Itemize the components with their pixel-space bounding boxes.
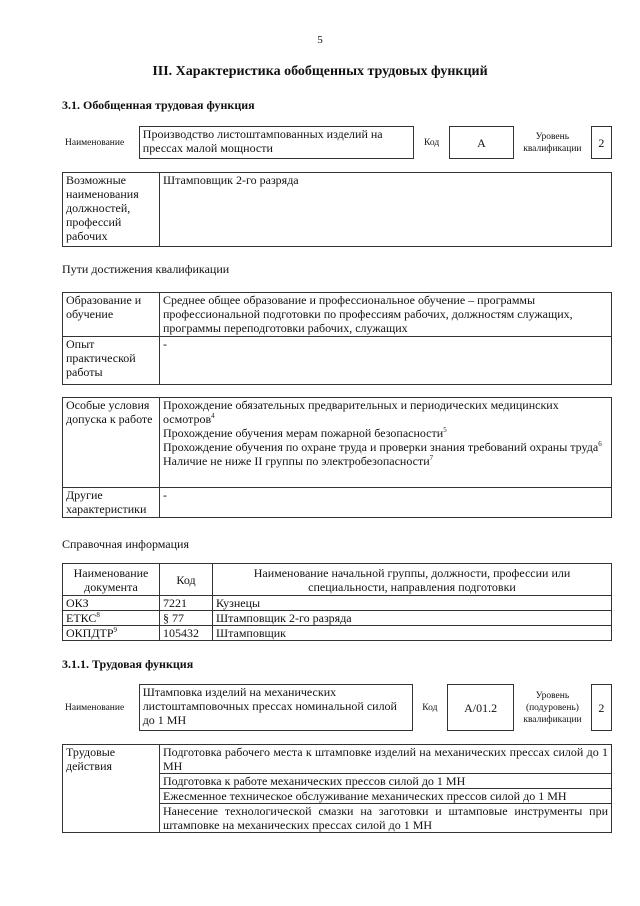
gtf-heading: 3.1. Обобщенная трудовая функция (62, 98, 255, 112)
paths-heading: Пути достижения квалификации (62, 262, 230, 276)
gtf-name-value: Производство листоштампованных изделий на прессах малой мощности (139, 127, 414, 159)
page-number: 5 (317, 34, 323, 46)
admission-label: Особые условия допуска к работе (63, 398, 160, 488)
admission-item: Прохождение обязательных предварительных и периодических медицинских осмотров$^4$ (163, 398, 559, 426)
gtf-name-label: Наименование (65, 137, 125, 148)
ref-col-doc: Наименование документа (63, 564, 160, 596)
action-item: Ежесменное техническое обслуживание механических прессов силой до 1 МН (160, 789, 612, 804)
ref-col-code: Код (160, 564, 213, 596)
gtf-level-label: Уровень квалификации (523, 131, 582, 154)
gtf-level-value: 2 (591, 127, 611, 159)
education-table (62, 292, 612, 385)
tf-code-value: А/01.2 (448, 685, 514, 731)
admission-item: Наличие не ниже II группы по электробезопасности$^7$ (163, 454, 434, 468)
table-row (63, 745, 612, 774)
action-item: Нанесение технологической смазки на заготовки и штамповые инструменты при штамповке на механических прессах силой до 1 МН (160, 804, 612, 833)
positions-value: Штамповщик 2-го разряда (160, 173, 612, 247)
ref-doc: ОКПДТР$^9$ (63, 626, 160, 641)
other-value: - (160, 488, 612, 518)
tf-name-value: Штамповка изделий на механических листоштамповочных прессах номинальной силой до 1 МН (139, 685, 412, 731)
action-item: Подготовка рабочего места к штамповке изделий на механических прессах силой до 1 МН (160, 745, 612, 774)
table-row (63, 596, 612, 611)
ref-doc: ОКЗ (63, 596, 160, 611)
admission-item: Прохождение обучения по охране труда и проверки знания требований охраны труда$^6$ (163, 440, 602, 454)
ref-name: Штамповщик (213, 626, 612, 641)
tf-level-value: 2 (591, 685, 611, 731)
reference-heading: Справочная информация (62, 537, 189, 551)
tf-name-label: Наименование (65, 702, 125, 713)
positions-label: Возможные наименования должностей, профессий рабочих (63, 173, 160, 247)
ref-code: 105432 (160, 626, 213, 641)
ref-code: § 77 (160, 611, 213, 626)
tf-level-label: Уровень (подуровень) квалификации (523, 690, 582, 725)
admission-item: Прохождение обучения мерам пожарной безопасности$^5$ (163, 426, 447, 440)
other-label: Другие характеристики (63, 488, 160, 518)
action-item: Подготовка к работе механических прессов силой до 1 МН (160, 774, 612, 789)
reference-table (62, 563, 612, 641)
positions-table (62, 172, 612, 247)
tf-header-table (62, 684, 612, 731)
experience-value: - (160, 337, 612, 385)
tf-code-label: Код (422, 702, 438, 713)
ref-code: 7221 (160, 596, 213, 611)
gtf-code-label: Код (424, 137, 440, 148)
section-title: III. Характеристика обобщенных трудовых функций (152, 64, 488, 79)
ref-doc: ЕТКС$^8$ (63, 611, 160, 626)
gtf-header-table (62, 126, 612, 159)
admission-list (160, 398, 612, 488)
actions-table (62, 744, 612, 833)
tf-heading: 3.1.1. Трудовая функция (62, 657, 194, 671)
ref-col-name: Наименование начальной группы, должности, профессии или специальности, направления подготовки (213, 564, 612, 596)
ref-name: Штамповщик 2-го разряда (213, 611, 612, 626)
admission-table (62, 397, 612, 518)
table-row (63, 626, 612, 641)
education-label: Образование и обучение (63, 293, 160, 337)
actions-label: Трудовые действия (63, 745, 160, 833)
experience-label: Опыт практической работы (63, 337, 160, 385)
table-row (63, 611, 612, 626)
gtf-code-value: А (449, 127, 513, 159)
ref-name: Кузнецы (213, 596, 612, 611)
education-value: Среднее общее образование и профессиональное обучение – программы профессиональной подготовки по профессиям рабочих, должностям служащих, программы переподготовки рабочих, служащих (160, 293, 612, 337)
